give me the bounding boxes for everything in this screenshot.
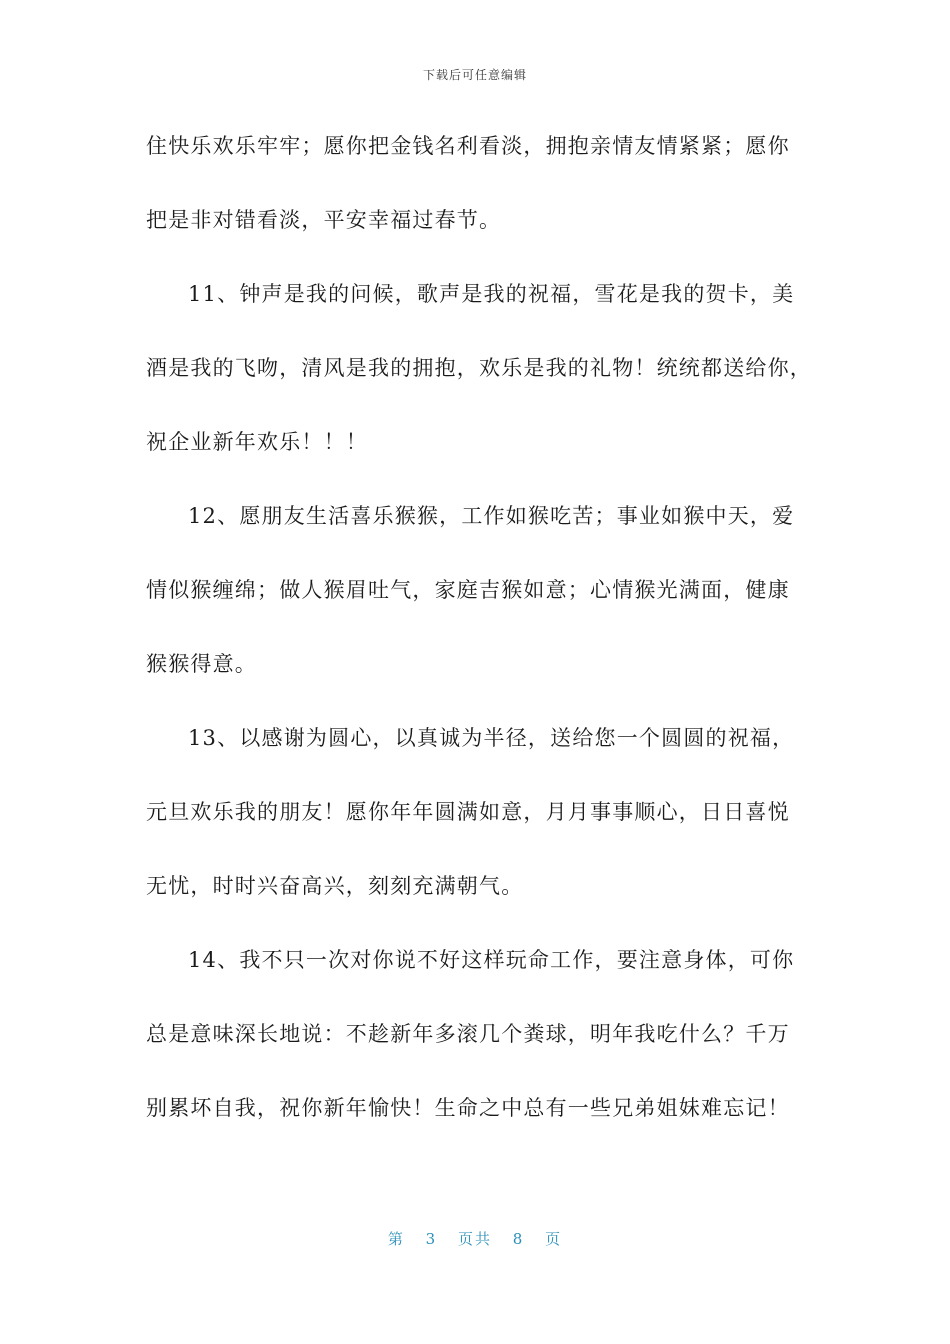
text-line: 祝企业新年欢乐！！！ xyxy=(146,430,368,454)
paragraph-12-line-1: 12、愿朋友生活喜乐猴猴，工作如猴吃苦；事业如猴中天，爱 xyxy=(188,504,795,528)
page-footer: 第 3 页共 8 页 xyxy=(387,1230,563,1248)
document-body xyxy=(146,128,812,1127)
text-line: 猴猴得意。 xyxy=(146,652,257,676)
text-line: 无忧，时时兴奋高兴，刻刻充满朝气。 xyxy=(146,874,524,898)
text-line: 元旦欢乐我的朋友！愿你年年圆满如意，月月事事顺心，日日喜悦 xyxy=(146,800,790,824)
text-line: 总是意味深长地说：不趁新年多滚几个粪球，明年我吃什么？千万 xyxy=(146,1022,790,1046)
text-line: 酒是我的飞吻，清风是我的拥抱，欢乐是我的礼物！统统都送给你， xyxy=(146,356,812,380)
text-line: 情似猴缠绵；做人猴眉吐气，家庭吉猴如意；心情猴光满面，健康 xyxy=(146,578,790,602)
text-line: 住快乐欢乐牢牢；愿你把金钱名利看淡，拥抱亲情友情紧紧；愿你 xyxy=(146,134,790,158)
paragraph-13-line-1: 13、以感谢为圆心，以真诚为半径，送给您一个圆圆的祝福， xyxy=(188,726,795,750)
paragraph-11-line-1: 11、钟声是我的问候，歌声是我的祝福，雪花是我的贺卡，美 xyxy=(188,282,795,306)
paragraph-14-line-1: 14、我不只一次对你说不好这样玩命工作，要注意身体，可你 xyxy=(188,948,795,972)
text-line: 把是非对错看淡，平安幸福过春节。 xyxy=(146,208,502,232)
text-line: 别累坏自我，祝你新年愉快！生命之中总有一些兄弟姐妹难忘记！ xyxy=(146,1096,790,1120)
page-header: 下载后可任意编辑 xyxy=(422,68,527,82)
